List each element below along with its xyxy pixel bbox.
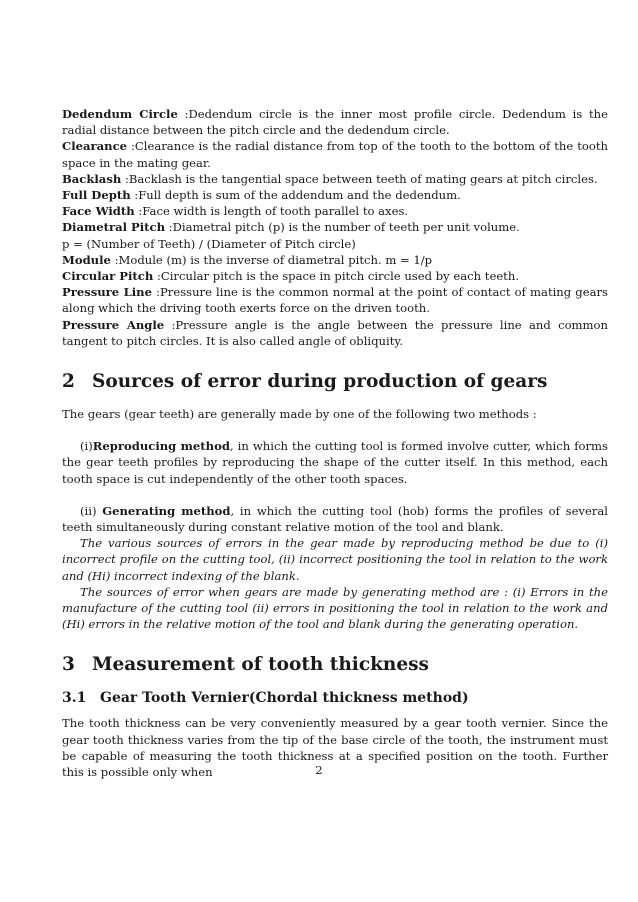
section-2-heading (62, 371, 608, 393)
definition-term: Full Depth (62, 188, 131, 203)
definition-item (62, 203, 608, 219)
definition-text: :Circular pitch is the space in pitch circle used by each teeth. (153, 269, 519, 284)
method-prefix: (i) (80, 439, 93, 454)
definition-term: Circular Pitch (62, 269, 154, 284)
definition-text: :Face width is length of tooth parallel to axes. (134, 204, 409, 219)
definition-item (62, 187, 608, 203)
definition-item (62, 138, 608, 170)
definition-term: Dedendum Circle (62, 107, 178, 121)
generating-errors-paragraph: The sources of error when gears are made by generating method are : (i) Errors in the manufacture of the cutting tool (ii) errors in positioning the tool in relation to the work and (Hi) errors in the relative motion of the tool and blank during the generating operation. (62, 584, 608, 632)
section-number: 2 (62, 371, 75, 393)
definition-term: Pressure Line (62, 285, 152, 300)
formula-line (62, 236, 608, 252)
definition-term: Clearance (62, 139, 128, 154)
definition-text: :Pressure line is the common normal at the point of contact of mating gears along which the driving tooth exerts force on the driven tooth. (62, 285, 608, 316)
definition-term: Pressure Angle (62, 317, 165, 332)
definitions-list (62, 106, 608, 349)
method-term: Reproducing method (92, 439, 230, 454)
definition-item (62, 268, 608, 284)
spacer (62, 487, 608, 503)
definition-text: :Clearance is the radial distance from top of the tooth to the bottom of the tooth space in the mating gear. (62, 139, 608, 170)
definition-text: :Dedendum circle is the inner most profile circle. Dedendum is the radial distance between the pitch circle and the dedendum circle. (62, 107, 608, 138)
section-number: 3 (62, 654, 75, 676)
page-content (62, 106, 608, 780)
method-1-paragraph (62, 438, 608, 487)
section-2-intro: The gears (gear teeth) are generally made by one of the following two methods : (62, 407, 537, 422)
definition-item (62, 106, 608, 138)
method-prefix: (ii) (80, 503, 103, 518)
subsection-3-1-heading (62, 689, 608, 707)
definition-term: Diametral Pitch (62, 220, 165, 235)
section-3-paragraph: The tooth thickness can be very conveniently measured by a gear tooth vernier. Since the gear tooth thickness varies from the tip of the base circle of the tooth, the instrument must be capable of measuring the tooth thickness at a specified position on the tooth. Further this is possible only when (62, 716, 608, 780)
method-2-paragraph (62, 503, 608, 535)
method-text: , in which the cutting tool (hob) forms the profiles of several teeth simultaneously during constant relative motion of the tool and blank. (62, 503, 609, 535)
definition-term: Backlash (62, 171, 122, 186)
section-title: Measurement of tooth thickness (92, 654, 429, 676)
method-text: , in which the cutting tool is formed involve cutter, which forms the gear teeth profiles by reproducing the shape of the cutter itself. In this method, each tooth space is cut independently of the other tooth spaces. (62, 439, 609, 486)
definition-item (62, 171, 608, 187)
definition-text: :Module (m) is the inverse of diametral pitch. m = 1/p (110, 252, 433, 267)
definition-text: :Pressure angle is the angle between the pressure line and common tangent to pitch circles. It is also called angle of obliquity. (62, 317, 608, 348)
page-number: 2 (315, 763, 323, 777)
definition-term: Module (62, 252, 111, 267)
definition-text: :Diametral pitch (p) is the number of teeth per unit volume. (165, 220, 520, 235)
reproducing-errors-paragraph: The various sources of errors in the gear made by reproducing method be due to (i) incorrect profile on the cutting tool, (ii) incorrect positioning the tool in relation to the work and (Hi) incorrect indexing of the blank. (62, 536, 608, 583)
definition-term: Face Width (62, 204, 135, 219)
definition-item (62, 284, 608, 316)
definition-item (62, 219, 608, 235)
spacer (62, 422, 608, 438)
section-3-heading (62, 654, 608, 676)
section-title: Sources of error during production of gears (92, 371, 548, 393)
subsection-number: 3.1 (62, 690, 87, 707)
definition-item (62, 317, 608, 349)
definition-text: :Full depth is sum of the addendum and the dedendum. (130, 188, 461, 203)
method-term: Generating method (102, 503, 231, 518)
formula-text: p = (Number of Teeth) / (Diameter of Pitch circle) (62, 236, 356, 251)
definition-item (62, 252, 608, 268)
subsection-title: Gear Tooth Vernier(Chordal thickness method) (100, 690, 469, 707)
definition-text: :Backlash is the tangential space between teeth of mating gears at pitch circles. (121, 171, 598, 186)
